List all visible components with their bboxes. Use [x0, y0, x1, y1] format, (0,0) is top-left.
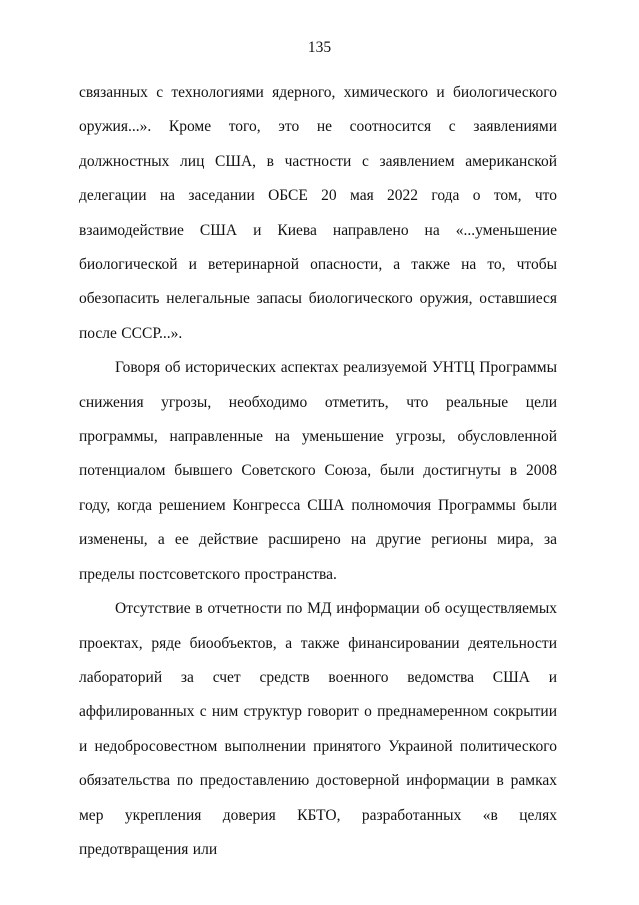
paragraph-threat-reduction-program: Говоря об исторических аспектах реализуемой УНТЦ Программы снижения угрозы, необходимо отметить, что реальные цели программы, направленные на уменьшение угрозы, обусловленной потенциалом бывшего Советского Союза, были достигнуты в 2008 году, когда решением Конгресса США полномочия Программы были изменены, а ее действие расширено на другие регионы мира, за пределы постсоветского пространства. [79, 359, 557, 583]
paragraph-reporting-omissions: Отсутствие в отчетности по МД информации об осуществляемых проектах, ряде биообъектов, а также финансировании деятельности лабораторий за счет средств военного ведомства США и аффилированных с ним структур говорит о преднамеренном сокрытии и недобросовестном выполнении принятого Украиной политического обязательства по предоставлению достоверной информации в рамках мер укрепления доверия КБТО, разработанных «в целях предотвращения или [79, 600, 557, 858]
page-number: 135 [307, 39, 332, 56]
paragraph-continuation: связанных с технологиями ядерного, химического и биологического оружия...». Кроме того, это не соотносится с заявлениями должностных лиц США, в частности с заявлением американской делегации на заседании ОБСЕ 20 мая 2022 года о том, что взаимодействие США и Киева направлено на «...уменьшение биологической и ветеринарной опасности, а также на то, чтобы обезопасить нелегальные запасы биологического оружия, оставшиеся после СССР...». [79, 84, 557, 342]
document-body [79, 76, 557, 867]
